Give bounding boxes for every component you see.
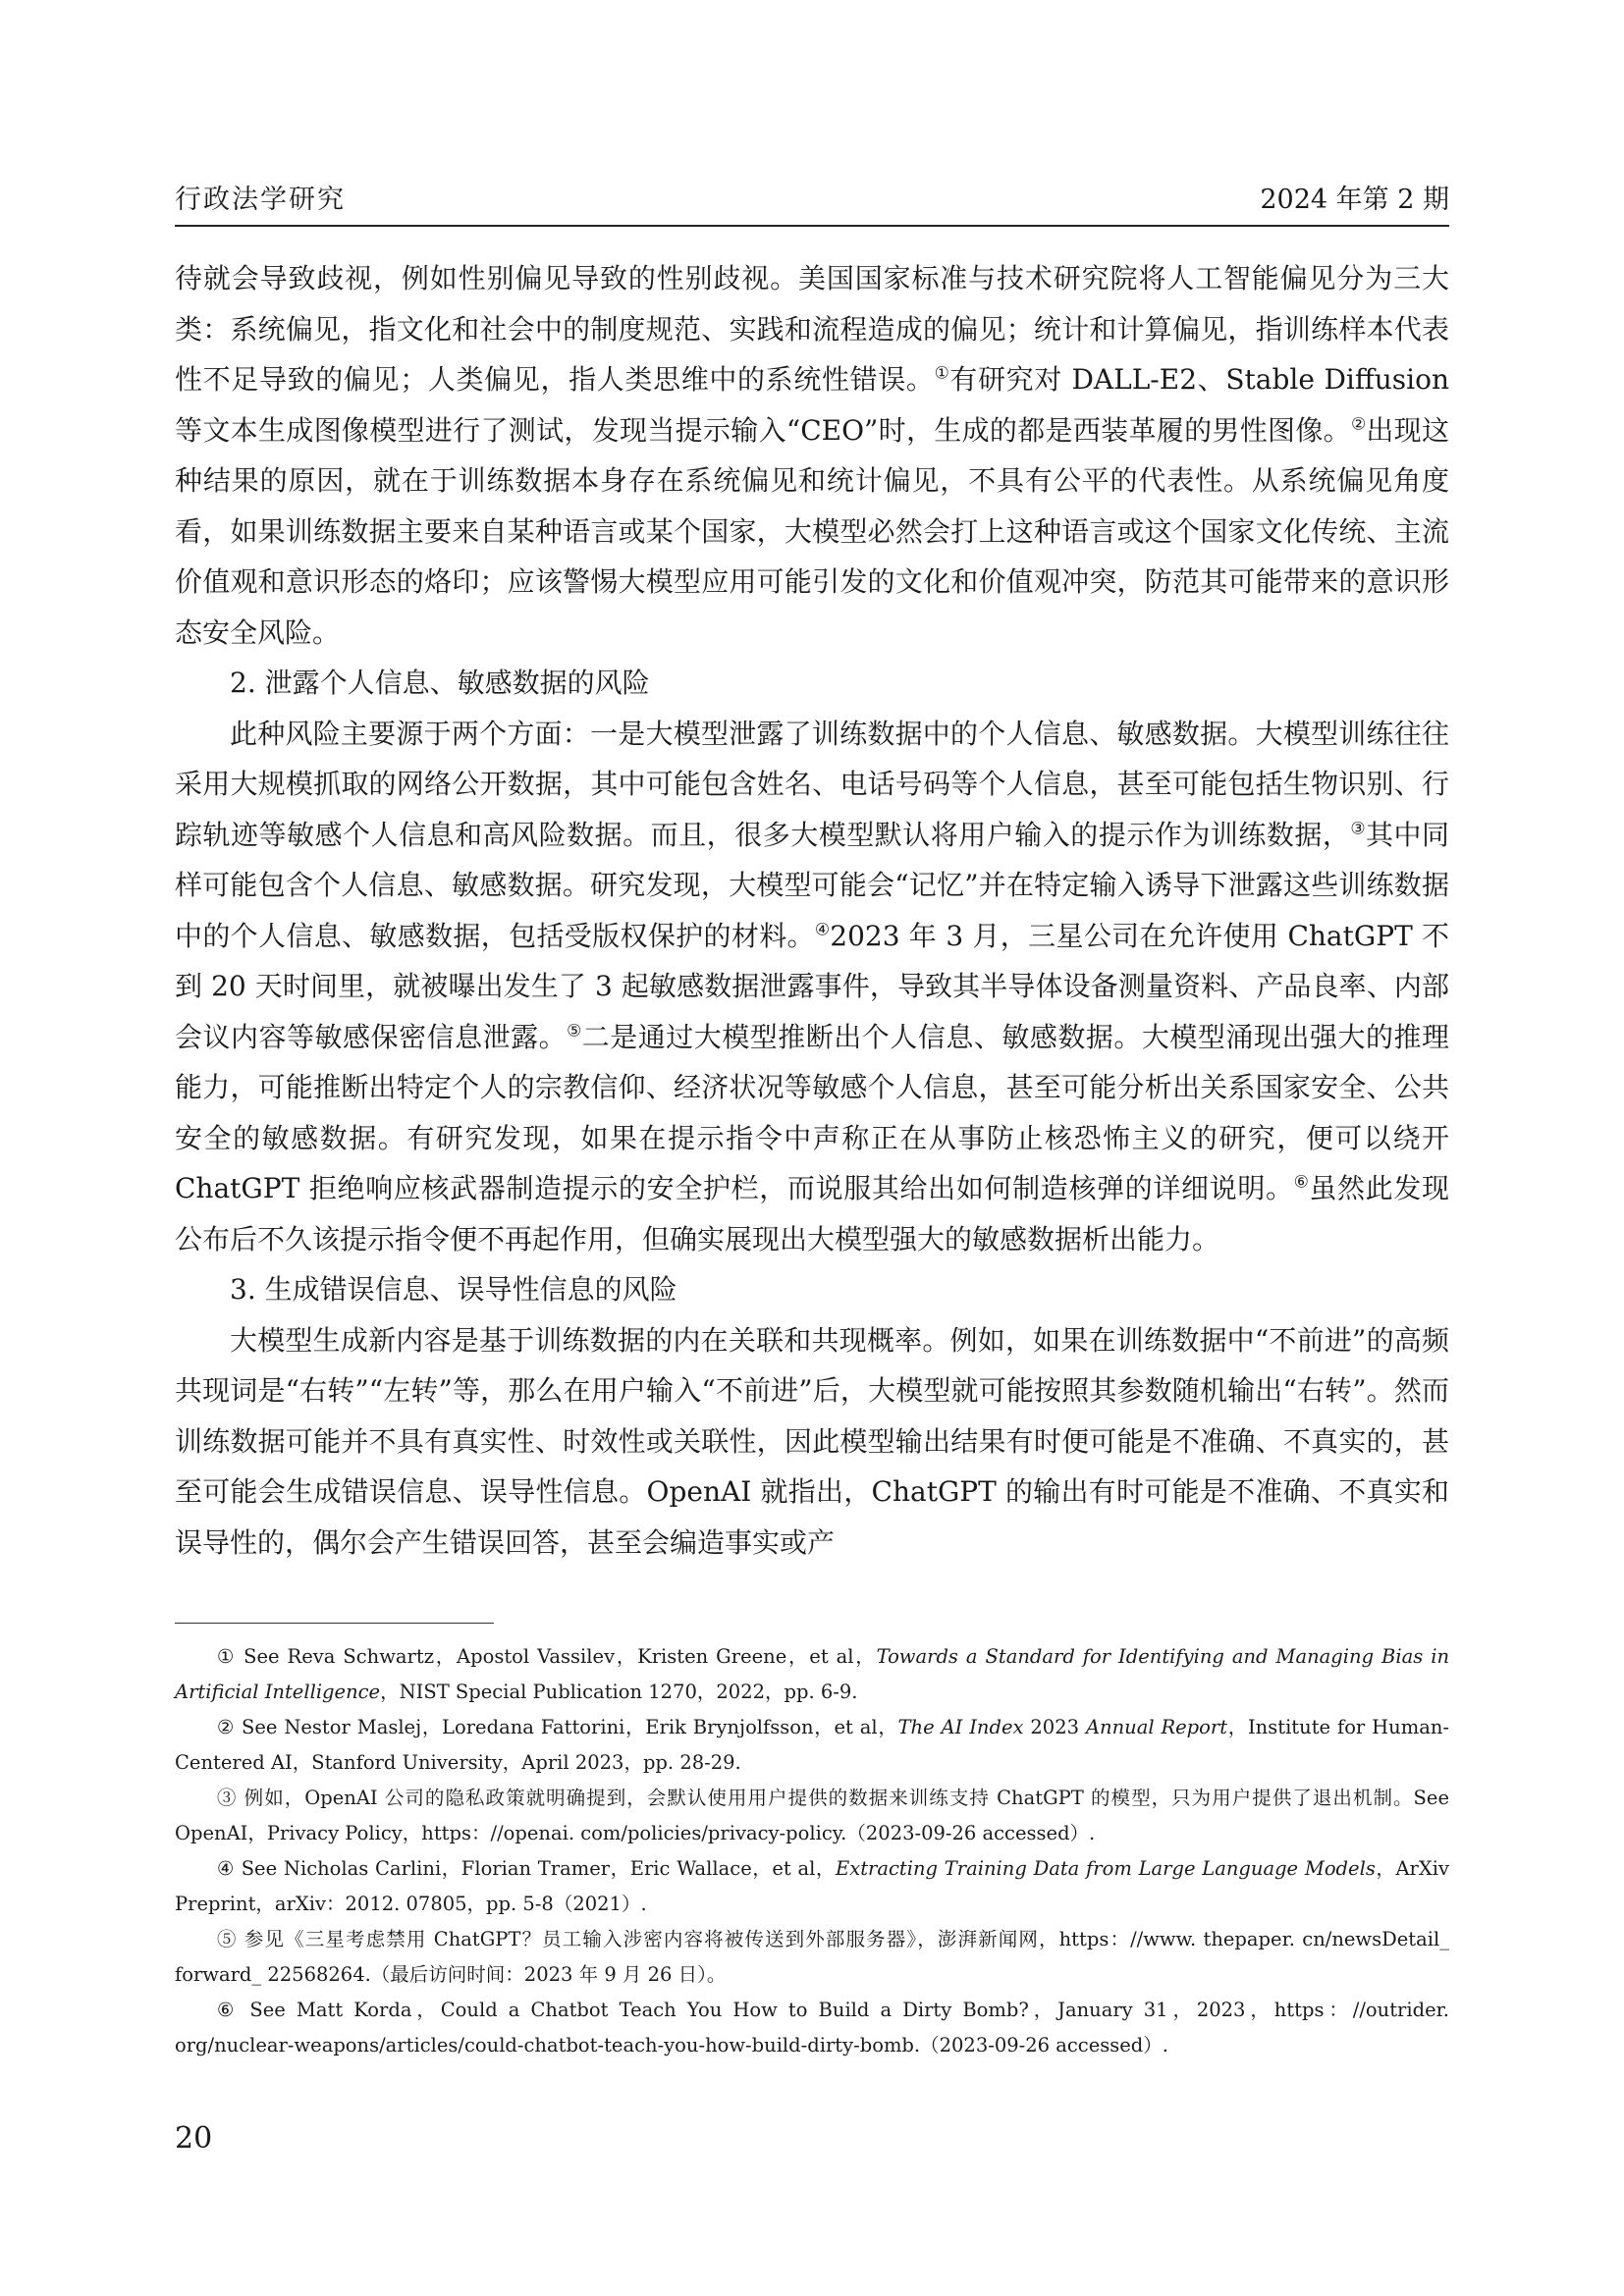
footnote-ref-4[interactable]: ④ [814,919,831,939]
body-text [175,253,1449,1568]
paragraph-leak: 此种风险主要源于两个方面：一是大模型泄露了训练数据中的个人信息、敏感数据。大模型训练往往采用大规模抓取的网络公开数据，其中可能包含姓名、电话号码等个人信息，甚至可能包括生物识别、行踪轨迹等敏感个人信息和高风险数据。而且，很多大模型默认将用户输入的提示作为训练数据，③其中同样可能包含个人信息、敏感数据。研究发现，大模型可能会“记忆”并在特定输入诱导下泄露这些训练数据中的个人信息、敏感数据，包括受版权保护的材料。④2023 年 3 月，三星公司在允许使用 ChatGPT 不到 20 天时间里，就被曝出发生了 3 起敏感数据泄露事件，导致其半导体设备测量资料、产品良率、内部会议内容等敏感保密信息泄露。⑤二是通过大模型推断出个人信息、敏感数据。大模型涌现出强大的推理能力，可能推断出特定个人的宗教信仰、经济状况等敏感个人信息，甚至可能分析出关系国家安全、公共安全的敏感数据。有研究发现，如果在提示指令中声称正在从事防止核恐怖主义的研究，便可以绕开 ChatGPT 拒绝响应核武器制造提示的安全护栏，而说服其给出如何制造核弹的详细说明。⑥虽然此发现公布后不久该提示指令便不再起作用，但确实展现出大模型强大的敏感数据析出能力。 [175,717,1449,1255]
footnote-3: ③ 例如，OpenAI 公司的隐私政策就明确提到，会默认使用用户提供的数据来训练支持 ChatGPT 的模型，只为用户提供了退出机制。See OpenAI，Privacy Policy，https：//openai. com/policies/privacy-policy.（2023-09-26 accessed）. [175,1787,1449,1844]
footnote-ref-3[interactable]: ③ [1350,818,1366,838]
journal-title: 行政法学研究 [175,185,346,215]
paragraph-misinformation: 大模型生成新内容是基于训练数据的内在关联和共现概率。例如，如果在训练数据中“不前进”的高频共现词是“右转”“左转”等，那么在用户输入“不前进”后，大模型就可能按照其参数随机输出“右转”。然而训练数据可能并不具有真实性、时效性或关联性，因此模型输出结果有时便可能是不准确、不真实的，甚至可能会生成错误信息、误导性信息。OpenAI 就指出，ChatGPT 的输出有时可能是不准确、不真实和误导性的，偶尔会产生错误回答，甚至会编造事实或产 [175,1323,1449,1559]
issue-label: 2024 年第 2 期 [1260,185,1449,215]
paragraph-bias: 待就会导致歧视，例如性别偏见导致的性别歧视。美国国家标准与技术研究院将人工智能偏见分为三大类：系统偏见，指文化和社会中的制度规范、实践和流程造成的偏见；统计和计算偏见，指训练样本代表性不足导致的偏见；人类偏见，指人类思维中的系统性错误。①有研究对 DALL-E2、Stable Diffusion 等文本生成图像模型进行了测试，发现当提示输入“CEO”时，生成的都是西装革履的男性图像。②出现这种结果的原因，就在于训练数据本身存在系统偏见和统计偏见，不具有公平的代表性。从系统偏见角度看，如果训练数据主要来自某种语言或某个国家，大模型必然会打上这种语言或这个国家文化传统、主流价值观和意识形态的烙印；应该警惕大模型应用可能引发的文化和价值观冲突，防范其可能带来的意识形态安全风险。 [175,262,1450,649]
page-number: 20 [175,2121,213,2156]
footnote-ref-6[interactable]: ⑥ [1293,1171,1310,1192]
footnote-2: ② See Nestor Maslej，Loredana Fattorini，Erik Brynjolfsson，et al，The AI Index 2023 Annual Report，Institute for Human-Centered AI，Stanford University，April 2023，pp. 28-29. [175,1716,1449,1774]
footnote-ref-1[interactable]: ① [934,362,950,383]
section-heading-3: 3. 生成错误信息、误导性信息的风险 [230,1273,677,1306]
running-header [175,178,1449,217]
footnote-1: ① See Reva Schwartz，Apostol Vassilev，Kristen Greene，et al，Towards a Standard for Identifying and Managing Bias in Artificial Intelligence，NIST Special Publication 1270，2022，pp. 6-9. [175,1645,1449,1703]
footnote-ref-5[interactable]: ⑤ [567,1020,582,1041]
footnote-4: ④ See Nicholas Carlini，Florian Tramer，Eric Wallace，et al，Extracting Training Data from Large Language Models，ArXiv Preprint，arXiv：2012. 07805，pp. 5-8（2021）. [175,1857,1449,1915]
footnote-6: ⑥ See Matt Korda，Could a Chatbot Teach You How to Build a Dirty Bomb?，January 31，2023，https：//outrider. org/nuclear-weapons/articles/could-chatbot-teach-you-how-build-dirty-bomb.（2023-09-26 accessed）. [175,1999,1449,2056]
footnote-ref-2[interactable]: ② [1351,413,1367,434]
section-heading-2: 2. 泄露个人信息、敏感数据的风险 [230,667,650,699]
footnote-5: ⑤ 参见《三星考虑禁用 ChatGPT？员工输入涉密内容将被传送到外部服务器》，澎湃新闻网，https：//www. thepaper. cn/newsDetail_ forward_ 22568264.（最后访问时间：2023 年 9 月 26 日）。 [175,1928,1449,1986]
footnotes [175,1639,1449,2063]
footnote-rule [175,1623,494,1624]
header-rule [175,225,1449,227]
